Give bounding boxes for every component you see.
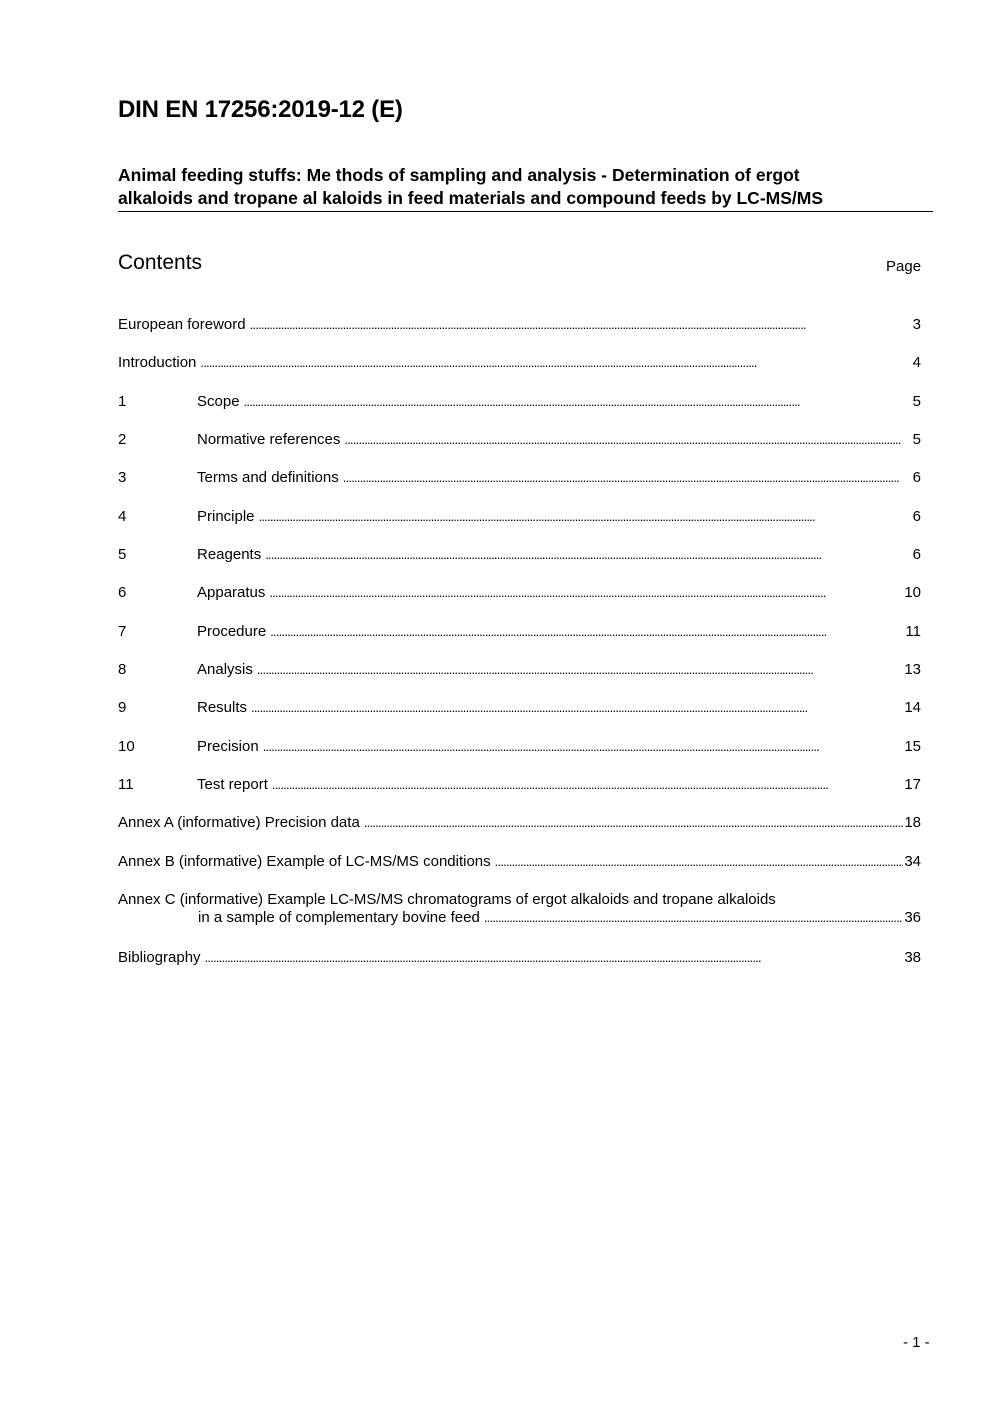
toc-entry-number: 7 xyxy=(118,622,127,640)
toc-entry-title: Bibliography xyxy=(118,948,201,966)
toc-entry-page: 14 xyxy=(904,699,921,717)
toc-entry-page: 6 xyxy=(912,507,921,525)
toc-entry-title: Analysis xyxy=(197,661,253,679)
toc-dot-leader xyxy=(343,469,912,487)
toc-entry-page: 18 xyxy=(904,814,921,832)
toc-entry-introduction[interactable] xyxy=(118,354,921,392)
toc-entry-title: Annex B (informative) Example of LC-MS/MS conditions xyxy=(118,852,491,870)
toc-dot-leader xyxy=(200,354,911,372)
toc-entry-title: Introduction xyxy=(118,354,197,372)
toc-entry-title: Test report xyxy=(197,776,268,794)
toc-entry-terms-and-definitions[interactable] xyxy=(118,469,921,507)
toc-entry-procedure[interactable] xyxy=(118,623,921,661)
toc-entry-test-report[interactable] xyxy=(118,776,921,814)
toc-entry-page: 17 xyxy=(904,776,921,794)
toc-entry-title: Principle xyxy=(197,507,255,525)
toc-entry-annex-a[interactable] xyxy=(118,814,921,852)
toc-dot-leader xyxy=(265,546,911,564)
toc-entry-title: Apparatus xyxy=(197,584,266,602)
toc-entry-number: 2 xyxy=(118,431,127,449)
toc-entry-title: Annex C (informative) Example LC-MS/MS chromatograms of ergot alkaloids and tropane alkaloids xyxy=(118,891,776,909)
toc-entry-title: Reagents xyxy=(197,546,262,564)
toc-entry-number: 5 xyxy=(118,546,127,564)
toc-entry-title: Terms and definitions xyxy=(197,469,339,487)
toc-dot-leader xyxy=(259,508,912,526)
page-number: - 1 - xyxy=(903,1334,930,1351)
toc-entry-title: Procedure xyxy=(197,622,267,640)
toc-entry-title: Precision xyxy=(197,737,259,755)
toc-dot-leader xyxy=(272,776,903,794)
toc-entry-number: 9 xyxy=(118,699,127,717)
toc-dot-leader xyxy=(270,623,904,641)
toc-dot-leader xyxy=(269,584,903,602)
toc-entry-number: 10 xyxy=(118,737,135,755)
toc-entry-title: Results xyxy=(197,699,248,717)
contents-heading: Contents xyxy=(118,251,203,274)
toc-entry-number: 1 xyxy=(118,392,127,410)
toc-dot-leader xyxy=(257,661,903,679)
toc-entry-title: Normative references xyxy=(197,431,341,449)
toc-entry-results[interactable] xyxy=(118,699,921,737)
toc-entry-number: 6 xyxy=(118,584,127,602)
toc-entry-normative-references[interactable] xyxy=(118,431,921,469)
toc-entry-number: 8 xyxy=(118,661,127,679)
toc-entry-apparatus[interactable] xyxy=(118,584,921,622)
toc-dot-leader xyxy=(251,699,903,717)
toc-entry-scope[interactable] xyxy=(118,393,921,431)
toc-dot-leader xyxy=(484,909,903,927)
toc-entry-title: European foreword xyxy=(118,316,246,333)
toc-dot-leader xyxy=(250,316,912,334)
toc-dot-leader xyxy=(364,814,904,832)
toc-entry-page: 13 xyxy=(904,661,921,679)
toc-dot-leader xyxy=(205,949,904,967)
toc-entry-number: 4 xyxy=(118,507,127,525)
toc-entry-page: 36 xyxy=(904,909,921,927)
toc-entry-page: 38 xyxy=(904,948,921,966)
table-of-contents xyxy=(118,316,921,987)
toc-entry-european-foreword[interactable] xyxy=(118,316,921,354)
toc-entry-page: 6 xyxy=(912,546,921,564)
toc-entry-annex-b[interactable] xyxy=(118,853,921,891)
toc-entry-page: 4 xyxy=(912,354,921,372)
toc-entry-page: 11 xyxy=(905,622,921,640)
toc-entry-title: Scope xyxy=(197,392,240,410)
toc-entry-analysis[interactable] xyxy=(118,661,921,699)
toc-dot-leader xyxy=(495,853,904,871)
toc-entry-principle[interactable] xyxy=(118,508,921,546)
toc-dot-leader xyxy=(244,393,912,411)
toc-entry-page: 15 xyxy=(904,737,921,755)
document-title-line-2: alkaloids and tropane al kaloids in feed materials and compound feeds by LC-MS/MS xyxy=(118,188,824,208)
toc-entry-page: 6 xyxy=(912,469,921,487)
toc-entry-number: 11 xyxy=(118,776,134,794)
toc-entry-page: 3 xyxy=(912,316,921,333)
toc-entry-page: 5 xyxy=(912,431,921,449)
toc-entry-page: 34 xyxy=(904,852,921,870)
document-title xyxy=(118,164,933,212)
page-column-label: Page xyxy=(886,258,922,275)
document-title-line-1: Animal feeding stuffs: Me thods of sampling and analysis - Determination of ergot xyxy=(118,165,800,185)
toc-entry-title-continued: in a sample of complementary bovine feed xyxy=(198,909,480,927)
toc-entry-annex-c[interactable] xyxy=(118,891,921,949)
toc-entry-precision[interactable] xyxy=(118,738,921,776)
toc-dot-leader xyxy=(344,431,911,449)
toc-entry-page: 5 xyxy=(912,392,921,410)
toc-entry-page: 10 xyxy=(904,584,921,602)
document-id: DIN EN 17256:2019-12 (E) xyxy=(118,96,403,123)
toc-entry-reagents[interactable] xyxy=(118,546,921,584)
toc-dot-leader xyxy=(263,738,904,756)
toc-entry-number: 3 xyxy=(118,469,127,487)
toc-entry-title: Annex A (informative) Precision data xyxy=(118,814,360,832)
toc-entry-bibliography[interactable] xyxy=(118,949,921,987)
